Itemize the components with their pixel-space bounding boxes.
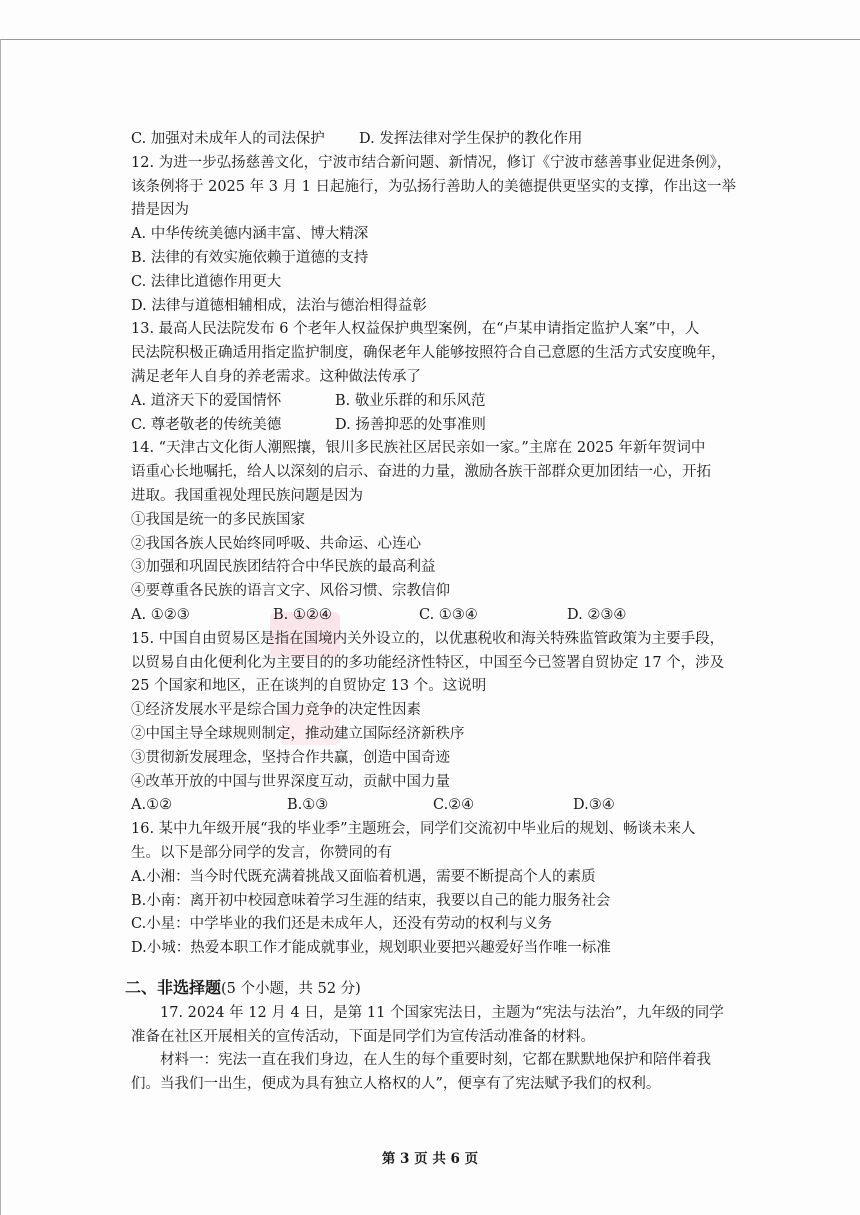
q14-stem-line-1: 14. “天津古文化街人潮熙攘，银川多民族社区居民亲如一家。”主席在 2025 年新年贺词中 — [131, 440, 706, 457]
q14-choice-c: C. ①③④ — [419, 606, 478, 623]
q15-choice-a: A.①② — [131, 797, 173, 814]
q13-option-b: B. 敬业乐群的和乐风范 — [335, 392, 486, 409]
q12-option-c: C. 法律比道德作用更大 — [131, 273, 282, 290]
q13-stem-line-1: 13. 最高人民法院发布 6 个老年人权益保护典型案例，在“卢某申请指定监护人案”中，人 — [131, 321, 700, 338]
q14-statement-2: ②我国各族人民始终同呼吸、共命运、心连心 — [131, 535, 421, 552]
q14-statement-1: ①我国是统一的多民族国家 — [131, 511, 305, 528]
scan-left-edge — [0, 39, 1, 1215]
q16-stem-line-1: 16. 某中九年级开展“我的毕业季”主题班会，同学们交流初中毕业后的规划、畅谈未来人 — [131, 821, 696, 838]
q13-option-d: D. 扬善抑恶的处事准则 — [335, 416, 486, 433]
q14-statement-3: ③加强和巩固民族团结符合中华民族的最高利益 — [131, 559, 436, 576]
q14-choice-b: B. ①②④ — [273, 606, 332, 623]
q17-material-line-2: 们。当我们一出生，便成为具有独立人格权的人”，便享有了宪法赋予我们的权利。 — [131, 1076, 661, 1093]
q13-options-row-2 — [131, 414, 741, 438]
q12-option-d: D. 法律与道德相辅相成，法治与德治相得益彰 — [131, 297, 427, 314]
q16-option-c: C.小星：中学毕业的我们还是未成年人，还没有劳动的权利与义务 — [131, 916, 553, 933]
q16-option-d: D.小城：热爱本职工作才能成就事业，规划职业要把兴趣爱好当作唯一标准 — [131, 940, 611, 957]
q15-stem-line-1: 15. 中国自由贸易区是指在国境内关外设立的，以优惠税收和海关特殊监管政策为主要手段， — [131, 630, 725, 647]
q14-stem-line-2: 语重心长地嘱托，给人以深刻的启示、奋进的力量，激励各族干部群众更加团结一心，开拓 — [131, 464, 711, 481]
scan-top-edge — [0, 39, 860, 40]
q14-stem-line-3: 进取。我国重视处理民族问题是因为 — [131, 487, 363, 504]
q15-choice-d: D.③④ — [573, 797, 615, 814]
q11-options — [131, 128, 741, 152]
q14-choice-d: D. ②③④ — [567, 606, 627, 623]
exam-content — [125, 128, 741, 1097]
q13-option-a: A. 道济天下的爱国情怀 — [131, 392, 282, 409]
q16-stem-line-2: 生。以下是部分同学的发言，你赞同的有 — [131, 844, 392, 861]
q15-stem-line-2: 以贸易自由化便利化为主要目的的多功能经济性特区，中国至今已签署自贸协定 17 个，涉及 — [131, 654, 725, 671]
q14-statement-4: ④要尊重各民族的语言文字、风俗习惯、宗教信仰 — [131, 583, 450, 600]
q15-statement-2: ②中国主导全球规则制定，推动建立国际经济新秩序 — [131, 725, 465, 742]
q13-stem-line-3: 满足老年人自身的养老需求。这种做法传承了 — [131, 368, 421, 385]
q15-choice-b: B.①③ — [287, 797, 329, 814]
q15-statement-1: ①经济发展水平是综合国力竞争的决定性因素 — [131, 702, 421, 719]
q14-choices — [131, 604, 741, 628]
q11-option-c: C. 加强对未成年人的司法保护 — [131, 131, 325, 147]
q16-option-a: A.小湘：当今时代既充满着挑战又面临着机遇，需要不断提高个人的素质 — [131, 868, 596, 885]
q15-choice-c: C.②④ — [433, 797, 475, 814]
section-subtitle: (5 个小题，共 52 分) — [221, 980, 361, 997]
q11-option-d: D. 发挥法律对学生保护的教化作用 — [359, 131, 583, 147]
section-title: 二、非选择题 — [125, 977, 222, 997]
q15-statement-4: ④改革开放的中国与世界深度互动，贡献中国力量 — [131, 773, 450, 790]
q12-stem-line-1: 12. 为进一步弘扬慈善文化，宁波市结合新问题、新情况，修订《宁波市慈善事业促进条例》， — [131, 154, 732, 171]
q17-material-line-1: 材料一：宪法一直在我们身边，在人生的每个重要时刻，它都在默默地保护和陪伴着我 — [160, 1052, 711, 1069]
q13-option-c: C. 尊老敬老的传统美德 — [131, 416, 282, 433]
q12-stem-line-3: 措是因为 — [131, 202, 189, 219]
q15-statement-3: ③贯彻新发展理念，坚持合作共赢，创造中国奇迹 — [131, 749, 450, 766]
q16-option-b: B.小南：离开初中校园意味着学习生涯的结束，我要以自己的能力服务社会 — [131, 892, 611, 909]
q13-options-row-1 — [131, 390, 741, 414]
q17-stem-line-1: 17. 2024 年 12 月 4 日，是第 11 个国家宪法日，主题为“宪法与法治”，九年级的同学 — [160, 1004, 724, 1021]
q15-choices — [131, 794, 741, 818]
q12-option-a: A. 中华传统美德内涵丰富、博大精深 — [131, 226, 369, 243]
q13-stem-line-2: 民法院积极正确适用指定监护制度，确保老年人能够按照符合自己意愿的生活方式安度晚年， — [131, 345, 726, 362]
q15-stem-line-3: 25 个国家和地区，正在谈判的自贸协定 13 个。这说明 — [131, 678, 487, 695]
q12-stem-line-2: 该条例将于 2025 年 3 月 1 日起施行，为弘扬行善助人的美德提供更坚实的支撑，作出这一举 — [131, 178, 737, 195]
q14-choice-a: A. ①②③ — [131, 606, 190, 623]
section-heading — [125, 975, 741, 1002]
q12-option-b: B. 法律的有效实施依赖于道德的支持 — [131, 249, 369, 266]
page-footer: 第 3 页 共 6 页 — [381, 1151, 479, 1167]
q17-stem-line-2: 准备在社区开展相关的宣传活动，下面是同学们为宣传活动准备的材料。 — [131, 1028, 595, 1045]
